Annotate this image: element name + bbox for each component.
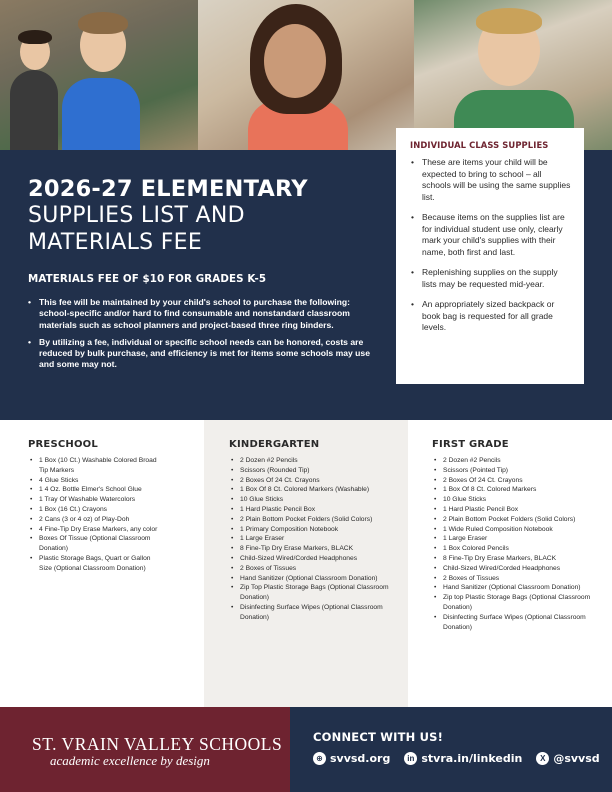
list-item: • 10 Glue Sticks: [229, 495, 401, 505]
list-item: • 2 Boxes Of 24 Ct. Crayons: [229, 476, 401, 486]
list-item: • 1 Box (10 Ct.) Washable Colored Broad Tip Markers: [28, 456, 158, 476]
list-item: • 1 Box (16 Ct.) Crayons: [28, 505, 158, 515]
list-item: • 1 Hard Plastic Pencil Box: [432, 505, 604, 515]
list-item: • This fee will be maintained by your child's school to purchase the following: school-specific and/or hard to find consumable and nonstandard classroom materials such as school planners and project-based three ring binders.: [28, 297, 380, 331]
list-item: • 8 Fine-Tip Dry Erase Markers, BLACK: [432, 554, 604, 564]
list-item: • Hand Sanitizer (Optional Classroom Donation): [229, 574, 401, 584]
preschool-column: [0, 420, 204, 707]
list-item: • 1 Box Of 8 Ct. Colored Markers: [432, 485, 604, 495]
district-logo: [32, 735, 282, 769]
list-item: • 2 Cans (3 or 4 oz) of Play-Doh: [28, 515, 158, 525]
list-item: • 1 Large Eraser: [432, 534, 604, 544]
list-item: • Because items on the supplies list are for individual student use only, clearly mark your child's supplies with their name, both first and last.: [410, 212, 572, 258]
list-item: • 2 Plain Bottom Pocket Folders (Solid Colors): [432, 515, 604, 525]
list-item: • Zip Top Plastic Storage Bags (Optional Classroom Donation): [229, 583, 401, 603]
footer-connect-panel: [290, 707, 612, 792]
list-item: • Zip top Plastic Storage Bags (Optional Classroom Donation): [432, 593, 604, 613]
individual-supplies-title: INDIVIDUAL CLASS SUPPLIES: [410, 140, 549, 150]
list-item: • 2 Boxes of Tissues: [229, 564, 401, 574]
x-link-text: @svvsd: [553, 752, 600, 765]
list-item: • Child-Sized Wired/Corded Headphones: [229, 554, 401, 564]
list-item: • 1 Hard Plastic Pencil Box: [229, 505, 401, 515]
list-item: • These are items your child will be expected to bring to school – all schools will be using the same supplies list.: [410, 157, 572, 203]
photo-student-girl: [198, 0, 414, 150]
linkedin-link-text: stvra.in/linkedin: [421, 752, 523, 765]
list-item: • 1 Large Eraser: [229, 534, 401, 544]
list-item: • 8 Fine-Tip Dry Erase Markers, BLACK: [229, 544, 401, 554]
materials-fee-heading: MATERIALS FEE OF $10 FOR GRADES K-5: [28, 273, 267, 285]
list-item: • Boxes Of Tissue (Optional Classroom Donation): [28, 534, 158, 554]
list-item: • 4 Glue Sticks: [28, 476, 158, 486]
x-icon: X: [536, 752, 549, 765]
list-item: • Scissors (Rounded Tip): [229, 466, 401, 476]
page-title: [28, 176, 388, 256]
preschool-list: [28, 456, 204, 574]
logo-tagline: academic excellence by design: [50, 753, 210, 768]
first-grade-list: [432, 456, 612, 632]
list-item: • Disinfecting Surface Wipes (Optional Classroom Donation): [229, 603, 401, 623]
list-item: • 1 Box Of 8 Ct. Colored Markers (Washable): [229, 485, 401, 495]
list-item: • Hand Sanitizer (Optional Classroom Donation): [432, 583, 604, 593]
connect-title: CONNECT WITH US!: [313, 730, 444, 744]
globe-icon: ⊕: [313, 752, 326, 765]
list-item: • 1 Box Colored Pencils: [432, 544, 604, 554]
list-item: • An appropriately sized backpack or book bag is requested for all grade levels.: [410, 299, 572, 334]
title-line-2: SUPPLIES LIST AND: [28, 203, 245, 228]
preschool-title: PRESCHOOL: [28, 439, 98, 450]
first-grade-title: FIRST GRADE: [432, 439, 509, 450]
list-item: • Replenishing supplies on the supply lists may be requested mid-year.: [410, 267, 572, 290]
list-item: • 2 Boxes Of 24 Ct. Crayons: [432, 476, 604, 486]
list-item: • Plastic Storage Bags, Quart or Gallon Size (Optional Classroom Donation): [28, 554, 158, 574]
list-item: • 10 Glue Sticks: [432, 495, 604, 505]
list-item: • By utilizing a fee, individual or specific school needs can be honored, costs are reduced by bulk purchase, and efficiency is met for items some schools may use and some may not.: [28, 337, 380, 371]
kindergarten-list: [229, 456, 408, 623]
individual-supplies-box: [396, 128, 584, 384]
list-item: • 1 4 Oz. Bottle Elmer's School Glue: [28, 485, 158, 495]
website-link-text: svvsd.org: [330, 752, 391, 765]
list-item: • 2 Boxes of Tissues: [432, 574, 604, 584]
kindergarten-title: KINDERGARTEN: [229, 439, 320, 450]
list-item: • Child-Sized Wired/Corded Headphones: [432, 564, 604, 574]
list-item: • 1 Primary Composition Notebook: [229, 525, 401, 535]
linkedin-icon: in: [404, 752, 417, 765]
materials-fee-list: [28, 297, 380, 377]
list-item: • 2 Plain Bottom Pocket Folders (Solid Colors): [229, 515, 401, 525]
social-link-linkedin[interactable]: [404, 752, 522, 765]
list-item: • 4 Fine-Tip Dry Erase Markers, any color: [28, 525, 158, 535]
list-item: • Scissors (Pointed Tip): [432, 466, 604, 476]
list-item: • 2 Dozen #2 Pencils: [229, 456, 401, 466]
social-link-x[interactable]: [536, 752, 599, 765]
list-item: • 1 Tray Of Washable Watercolors: [28, 495, 158, 505]
photo-students-classroom: [0, 0, 198, 150]
individual-supplies-list: [410, 157, 572, 334]
social-links: [313, 752, 612, 765]
title-line-1: 2026-27 ELEMENTARY: [28, 176, 308, 202]
list-item: • 1 Wide Ruled Composition Notebook: [432, 525, 604, 535]
kindergarten-column: [204, 420, 408, 707]
title-line-3: MATERIALS FEE: [28, 230, 203, 255]
first-grade-column: [408, 420, 612, 707]
logo-name: ST. VRAIN VALLEY SCHOOLS: [32, 734, 283, 754]
social-link-website[interactable]: [313, 752, 390, 765]
list-item: • Disinfecting Surface Wipes (Optional Classroom Donation): [432, 613, 604, 633]
list-item: • 2 Dozen #2 Pencils: [432, 456, 604, 466]
